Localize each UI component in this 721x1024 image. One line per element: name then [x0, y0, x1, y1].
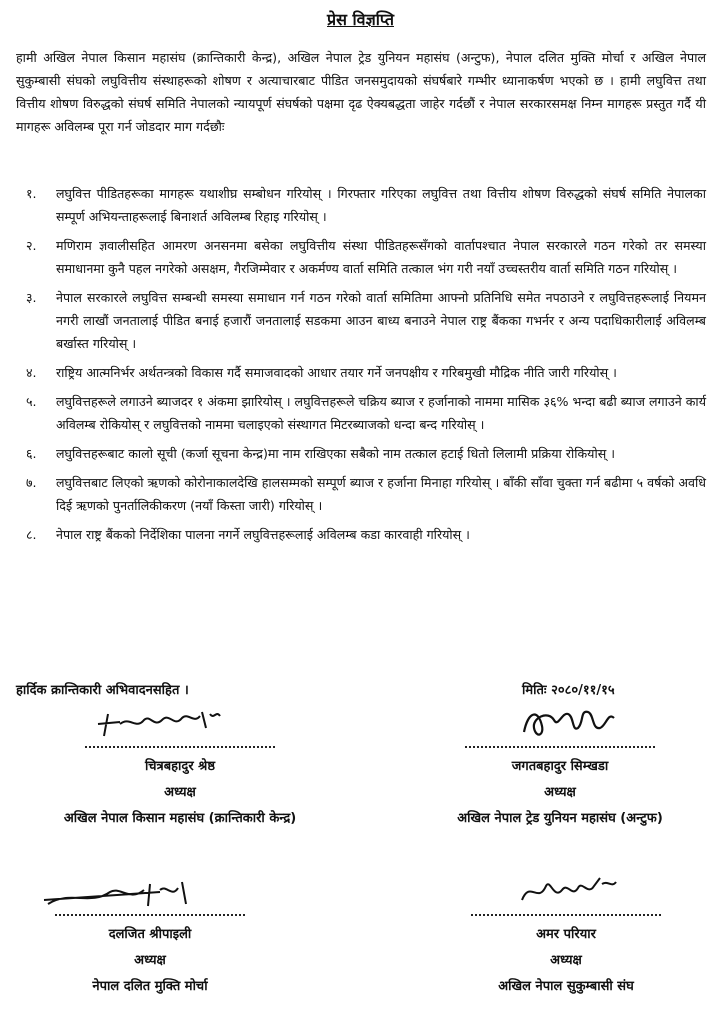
demand-item	[16, 390, 706, 436]
signatory-org: अखिल नेपाल किसान महासंघ (क्रान्तिकारी केन्द्र)	[63, 811, 297, 826]
handwritten-signature	[40, 870, 200, 914]
signatory-role: अध्यक्ष	[544, 785, 576, 800]
demand-text: राष्ट्रिय आत्मनिर्भर अर्थतन्त्रको विकास गर्दै समाजवादको आधार तयार गर्ने जनपक्षीय र गरिबमुखी मौद्रिक नीति जारी गरियोस् ।	[56, 365, 617, 380]
signature-image	[416, 870, 716, 914]
signatory-name: जगतबहादुर सिम्खडा	[511, 759, 609, 774]
demand-item	[16, 442, 706, 465]
signatory-role: अध्यक्ष	[134, 953, 166, 968]
document-title: प्रेस विज्ञप्ति	[327, 10, 394, 29]
signature-line	[55, 914, 245, 916]
demand-number: ६.	[26, 446, 37, 461]
demand-text: मणिराम ज्ञवालीसहित आमरण अनसनमा बसेका लघुवित्तीय संस्था पीडितहरूसँगको वार्तापश्चात नेपाल सरकारले गठन गरेको तर समस्या समाधानमा कुनै पहल नगरेको असक्षम, गैरजिम्मेवार र अकर्मण्य वार्ता समिति तत्काल भंग गरी नयाँ उच्चस्तरीय वार्ता समिति गठन गरियोस् ।	[56, 238, 706, 276]
signatory-name: अमर परियार	[536, 927, 596, 942]
closing-greeting: हार्दिक क्रान्तिकारी अभिवादनसहित ।	[16, 683, 189, 698]
demand-item	[16, 286, 706, 355]
demand-item	[16, 182, 706, 228]
handwritten-signature	[90, 702, 230, 746]
intro-paragraph: हामी अखिल नेपाल किसान महासंघ (क्रान्तिकारी केन्द्र), अखिल नेपाल ट्रेड युनियन महासंघ (अन्टुफ), नेपाल दलित मुक्ति मोर्चा र अखिल नेपाल सुकुम्बासी संघको लघुवित्तीय संस्थाहरूको शोषण र अत्याचारबाट पीडित जनसमुदायको संघर्षबारे गम्भीर ध्यानाकर्षण भएको छ । हामी लघुवित्त तथा वित्तीय शोषण विरुद्धको संघर्ष समिति नेपालको न्यायपूर्ण संघर्षको पक्षमा दृढ ऐक्यबद्धता जाहेर गर्दछौं र नेपाल सरकारसमक्ष निम्न मागहरू प्रस्तुत गर्दै यी मागहरू अविलम्ब पूरा गर्न जोडदार माग गर्दछौः	[16, 50, 706, 134]
demand-number: ५.	[26, 394, 37, 409]
signature-image	[410, 702, 710, 746]
signatory-block	[30, 702, 330, 832]
demand-number: ७.	[26, 475, 37, 490]
signatory-role: अध्यक्ष	[550, 953, 582, 968]
document-date: मितिः २०८०/११/१५	[522, 683, 615, 698]
demand-item	[16, 361, 706, 384]
demand-item	[16, 523, 706, 546]
demand-text: नेपाल सरकारले लघुवित्त सम्बन्धी समस्या समाधान गर्न गठन गरेको वार्ता समितिमा आफ्नो प्रतिनिधि समेत नपठाउने र लघुवित्तहरूलाई नियमन नगरी लाखौं जनतालाई पीडित बनाई हजारौं जनतालाई सडकमा आउन बाध्य बनाउने नेपाल राष्ट्र बैंकका गभर्नर र अन्य पदाधिकारीलाई अविलम्ब बर्खास्त गरियोस् ।	[56, 290, 706, 351]
handwritten-signature	[516, 870, 626, 914]
signature-line	[471, 914, 661, 916]
signatory-name: चित्रबहादुर श्रेष्ठ	[144, 759, 216, 774]
demand-text: लघुवित्तहरूले लगाउने ब्याजदर १ अंकमा झारियोस् । लघुवित्तहरूले चक्रिय ब्याज र हर्जानाको नाममा मासिक ३६% भन्दा बढी ब्याज लगाउने कार्य अविलम्ब रोकियोस् र लघुवित्तको नाममा चलाइएको संस्थागत मिटरब्याजको धन्दा बन्द गरियोस् ।	[56, 394, 706, 432]
signatory-org: नेपाल दलित मुक्ति मोर्चा	[92, 979, 208, 994]
signatory-role: अध्यक्ष	[164, 785, 196, 800]
signatory-block	[416, 870, 716, 1000]
signature-line	[465, 746, 655, 748]
demand-number: ८.	[26, 527, 37, 542]
demand-text: लघुवित्तहरूबाट कालो सूची (कर्जा सूचना केन्द्र)मा नाम राखिएका सबैको नाम तत्काल हटाई धितो लिलामी प्रक्रिया रोकियोस् ।	[56, 446, 616, 461]
signatory-block	[410, 702, 710, 832]
demand-item	[16, 471, 706, 517]
demand-text: नेपाल राष्ट्र बैंकको निर्देशिका पालना नगर्ने लघुवित्तहरूलाई अविलम्ब कडा कारवाही गरियोस् ।	[56, 527, 470, 542]
handwritten-signature	[518, 702, 628, 746]
demand-number: २.	[26, 238, 37, 253]
signature-image	[0, 870, 300, 914]
signatory-name: दलजित श्रीपाइली	[108, 927, 192, 942]
signatory-org: अखिल नेपाल ट्रेड युनियन महासंघ (अन्टुफ)	[457, 811, 663, 826]
demand-number: ४.	[26, 365, 37, 380]
signature-line	[85, 746, 275, 748]
demand-text: लघुवित्त पीडितहरूका मागहरू यथाशीघ्र सम्बोधन गरियोस् । गिरफ्तार गरिएका लघुवित्त तथा वित्तीय शोषण विरुद्धको संघर्ष समिति नेपालका सम्पूर्ण अभियन्ताहरूलाई बिनाशर्त अविलम्ब रिहाइ गरियोस् ।	[56, 186, 706, 224]
signature-image	[30, 702, 330, 746]
signatory-block	[0, 870, 300, 1000]
demand-number: १.	[26, 186, 37, 201]
demand-number: ३.	[26, 290, 37, 305]
demand-text: लघुवित्तबाट लिएको ऋणको कोरोनाकालदेखि हालसम्मको सम्पूर्ण ब्याज र हर्जाना मिनाहा गरियोस् । बाँकी साँवा चुक्ता गर्न बढीमा ५ वर्षको अवधि दिई ऋणको पुनर्तालिकीकरण (नयाँ किस्ता जारी) गरियोस् ।	[56, 475, 706, 513]
demands-list	[16, 182, 706, 552]
demand-item	[16, 234, 706, 280]
signatory-org: अखिल नेपाल सुकुम्बासी संघ	[498, 979, 634, 994]
